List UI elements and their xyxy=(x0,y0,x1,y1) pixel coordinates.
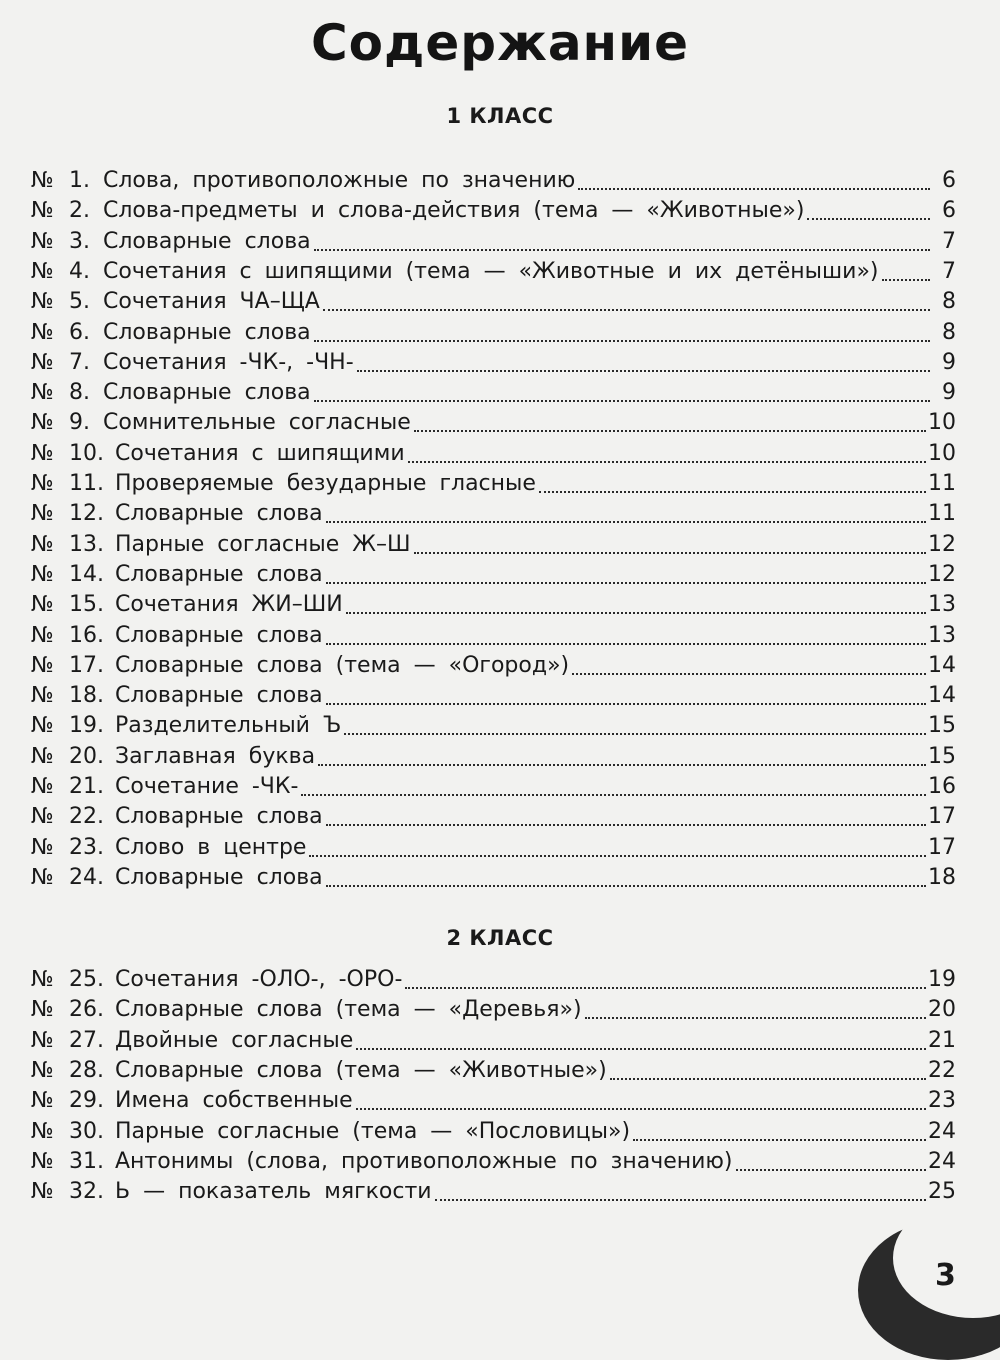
toc-item-title: Сочетания с шипящими xyxy=(115,440,405,466)
dot-leader xyxy=(314,378,930,402)
dot-leader xyxy=(326,802,926,826)
toc-item-number: 17. xyxy=(69,652,104,678)
toc-item-page: 10 xyxy=(928,440,956,466)
toc-item-page: 17 xyxy=(928,804,956,830)
toc-item-number: 5. xyxy=(69,289,90,315)
toc-item[interactable] xyxy=(31,318,956,348)
dot-leader xyxy=(736,1147,926,1171)
number-sign: № xyxy=(31,531,54,557)
number-sign: № xyxy=(31,380,54,406)
dot-leader xyxy=(326,681,926,705)
dot-leader xyxy=(405,965,926,989)
toc-item-title: Словарные слова xyxy=(115,804,323,830)
number-sign: № xyxy=(31,713,54,739)
toc-item-title: Сочетания -ОЛО-, -ОРО- xyxy=(115,967,403,992)
toc-item-title: Сочетания ЖИ–ШИ xyxy=(115,592,343,618)
toc-item-number: 20. xyxy=(69,743,104,769)
toc-item[interactable] xyxy=(31,1177,956,1207)
toc-item[interactable] xyxy=(31,439,956,469)
toc-item-number: 25. xyxy=(69,967,104,992)
toc-item-page: 16 xyxy=(928,774,956,799)
toc-item-number: 14. xyxy=(69,561,104,587)
number-sign: № xyxy=(31,774,54,799)
number-sign: № xyxy=(31,743,54,769)
toc-item-title: Двойные согласные xyxy=(115,1027,354,1053)
toc-item-title: Проверяемые безударные гласные xyxy=(115,471,536,496)
dot-leader xyxy=(807,196,930,220)
number-sign: № xyxy=(31,1179,54,1205)
toc-item[interactable] xyxy=(31,590,956,620)
dot-leader xyxy=(323,287,930,311)
toc-item[interactable] xyxy=(31,1117,956,1147)
number-sign: № xyxy=(31,501,54,527)
toc-item-page: 14 xyxy=(928,683,956,709)
toc-item-number: 23. xyxy=(69,834,104,860)
toc-item[interactable] xyxy=(31,621,956,651)
toc-item-page: 6 xyxy=(942,168,956,193)
toc-item[interactable] xyxy=(31,530,956,560)
number-sign: № xyxy=(31,289,54,315)
number-sign: № xyxy=(31,228,54,254)
toc-item-number: 28. xyxy=(69,1057,104,1083)
toc-item-page: 18 xyxy=(928,864,956,890)
toc-item-page: 21 xyxy=(928,1027,956,1053)
toc-item[interactable] xyxy=(31,257,956,287)
toc-item[interactable] xyxy=(31,408,956,438)
toc-item-number: 1. xyxy=(69,168,90,193)
number-sign: № xyxy=(31,319,54,345)
toc-item-page: 15 xyxy=(928,743,956,769)
toc-item[interactable] xyxy=(31,802,956,832)
toc-item-page: 14 xyxy=(928,652,956,678)
dot-leader xyxy=(326,621,926,645)
page-title: Содержание xyxy=(310,14,690,72)
toc-item-title: Слова, противоположные по значению xyxy=(103,168,576,193)
toc-item-number: 18. xyxy=(69,683,104,709)
toc-item[interactable] xyxy=(31,499,956,529)
dot-leader xyxy=(356,1086,926,1110)
number-sign: № xyxy=(31,804,54,830)
toc-item-title: Словарные слова xyxy=(103,319,311,345)
toc-item[interactable] xyxy=(31,196,956,226)
toc-item-page: 12 xyxy=(928,561,956,587)
toc-item-title: Имена собственные xyxy=(115,1088,353,1114)
toc-item-title: Сомнительные согласные xyxy=(103,410,411,436)
number-sign: № xyxy=(31,652,54,678)
toc-item-title: Словарные слова xyxy=(115,683,323,709)
number-sign: № xyxy=(31,410,54,436)
number-sign: № xyxy=(31,622,54,648)
toc-item-title: Разделительный Ъ xyxy=(115,713,342,739)
toc-item-number: 21. xyxy=(69,774,104,799)
section-header-grade-2: 2 КЛАСС xyxy=(446,926,554,950)
dot-leader xyxy=(318,742,926,766)
toc-item-page: 24 xyxy=(928,1118,956,1144)
toc-item-number: 29. xyxy=(69,1088,104,1114)
number-sign: № xyxy=(31,1118,54,1144)
toc-item-title: Парные согласные Ж–Ш xyxy=(115,531,411,557)
number-sign: № xyxy=(31,440,54,466)
section-header-grade-1: 1 КЛАСС xyxy=(446,104,554,128)
dot-leader xyxy=(356,1026,926,1050)
toc-item-number: 2. xyxy=(69,198,90,224)
toc-item-number: 9. xyxy=(69,410,90,436)
number-sign: № xyxy=(31,1057,54,1083)
dot-leader xyxy=(326,863,926,887)
toc-item-title: Сочетания с шипящими (тема — «Животные и их детёныши») xyxy=(103,258,879,284)
toc-item-page: 9 xyxy=(942,380,956,406)
toc-item-page: 24 xyxy=(928,1148,956,1174)
dot-leader xyxy=(572,651,926,675)
toc-item[interactable] xyxy=(31,348,956,378)
toc-item[interactable] xyxy=(31,166,956,196)
number-sign: № xyxy=(31,1148,54,1174)
dot-leader xyxy=(326,499,926,523)
number-sign: № xyxy=(31,1088,54,1114)
dot-leader xyxy=(539,469,926,493)
dot-leader xyxy=(633,1117,926,1141)
toc-item-number: 30. xyxy=(69,1118,104,1144)
toc-item[interactable] xyxy=(31,772,956,802)
toc-item-number: 4. xyxy=(69,258,90,284)
toc-item-number: 7. xyxy=(69,349,90,375)
toc-item-page: 8 xyxy=(942,289,956,315)
toc-item-title: Сочетания -ЧК-, -ЧН- xyxy=(103,349,354,375)
number-sign: № xyxy=(31,561,54,587)
toc-item-number: 13. xyxy=(69,531,104,557)
toc-item-page: 20 xyxy=(928,997,956,1023)
number-sign: № xyxy=(31,1027,54,1053)
toc-item[interactable] xyxy=(31,1086,956,1116)
toc-item-number: 16. xyxy=(69,622,104,648)
toc-item[interactable] xyxy=(31,742,956,772)
dot-leader xyxy=(414,408,926,432)
toc-item-page: 17 xyxy=(928,834,956,860)
number-sign: № xyxy=(31,834,54,860)
number-sign: № xyxy=(31,967,54,992)
number-sign: № xyxy=(31,592,54,618)
toc-item-page: 6 xyxy=(942,198,956,224)
toc-item-title: Словарные слова xyxy=(115,501,323,527)
toc-item-page: 23 xyxy=(928,1088,956,1114)
toc-item-page: 19 xyxy=(928,967,956,992)
toc-item[interactable] xyxy=(31,1026,956,1056)
dot-leader xyxy=(326,560,926,584)
toc-item-page: 22 xyxy=(928,1057,956,1083)
dot-leader xyxy=(882,257,930,281)
toc-item[interactable] xyxy=(31,1056,956,1086)
toc-item[interactable] xyxy=(31,965,956,995)
dot-leader xyxy=(578,166,930,190)
toc-item-number: 24. xyxy=(69,864,104,890)
toc-item-number: 11. xyxy=(69,471,104,496)
toc-item-title: Словарные слова xyxy=(115,622,323,648)
toc-item-page: 7 xyxy=(942,258,956,284)
toc-item[interactable] xyxy=(31,863,956,893)
toc-item-title: Сочетание -ЧК- xyxy=(115,774,299,799)
toc-item-title: Словарные слова xyxy=(115,561,323,587)
toc-item-number: 32. xyxy=(69,1179,104,1205)
toc-item[interactable] xyxy=(31,560,956,590)
dot-leader xyxy=(314,227,930,251)
toc-item-number: 6. xyxy=(69,319,90,345)
toc-item-page: 12 xyxy=(928,531,956,557)
toc-item-number: 27. xyxy=(69,1027,104,1053)
toc-item-title: Антонимы (слова, противоположные по значению) xyxy=(115,1148,733,1174)
toc-item-title: Словарные слова xyxy=(115,864,323,890)
toc-item[interactable] xyxy=(31,1147,956,1177)
number-sign: № xyxy=(31,683,54,709)
toc-item[interactable] xyxy=(31,681,956,711)
toc-item-page: 8 xyxy=(942,319,956,345)
toc-item-number: 19. xyxy=(69,713,104,739)
dot-leader xyxy=(414,530,926,554)
toc-item[interactable] xyxy=(31,469,956,499)
toc-item-number: 15. xyxy=(69,592,104,618)
toc-item[interactable] xyxy=(31,227,956,257)
number-sign: № xyxy=(31,471,54,496)
toc-item-title: Словарные слова (тема — «Огород») xyxy=(115,652,570,678)
dot-leader xyxy=(346,590,926,614)
toc-item-page: 25 xyxy=(928,1179,956,1205)
number-sign: № xyxy=(31,198,54,224)
toc-item-number: 10. xyxy=(69,440,104,466)
toc-item-page: 11 xyxy=(928,501,956,527)
toc-item[interactable] xyxy=(31,995,956,1025)
toc-item-title: Сочетания ЧА–ЩА xyxy=(103,289,320,315)
toc-item-title: Слова-предметы и слова-действия (тема — «Животные») xyxy=(103,198,805,224)
toc-item[interactable] xyxy=(31,833,956,863)
dot-leader xyxy=(301,772,926,796)
toc-item-page: 10 xyxy=(928,410,956,436)
number-sign: № xyxy=(31,168,54,193)
toc-item-title: Словарные слова (тема — «Деревья») xyxy=(115,997,582,1023)
toc-item-number: 31. xyxy=(69,1148,104,1174)
toc-item-page: 13 xyxy=(928,592,956,618)
toc-item[interactable] xyxy=(31,711,956,741)
dot-leader xyxy=(357,348,930,372)
page-number: 3 xyxy=(935,1258,956,1293)
toc-item-page: 9 xyxy=(942,349,956,375)
dot-leader xyxy=(309,833,926,857)
dot-leader xyxy=(314,318,930,342)
dot-leader xyxy=(610,1056,926,1080)
toc-item-page: 7 xyxy=(942,228,956,254)
toc-item-number: 12. xyxy=(69,501,104,527)
toc-item-title: Ь — показатель мягкости xyxy=(115,1179,432,1205)
toc-item[interactable] xyxy=(31,378,956,408)
number-sign: № xyxy=(31,349,54,375)
dot-leader xyxy=(585,995,926,1019)
toc-item-number: 22. xyxy=(69,804,104,830)
toc-item-title: Словарные слова (тема — «Животные») xyxy=(115,1057,607,1083)
toc-item-title: Парные согласные (тема — «Пословицы») xyxy=(115,1118,631,1144)
toc-item-number: 3. xyxy=(69,228,90,254)
toc-item-page: 13 xyxy=(928,622,956,648)
number-sign: № xyxy=(31,864,54,890)
toc-item-title: Слово в центре xyxy=(115,834,307,860)
toc-item-number: 8. xyxy=(69,380,90,406)
number-sign: № xyxy=(31,997,54,1023)
dot-leader xyxy=(344,711,926,735)
toc-item-page: 15 xyxy=(928,713,956,739)
number-sign: № xyxy=(31,258,54,284)
dot-leader xyxy=(435,1177,926,1201)
toc-item-title: Заглавная буква xyxy=(115,743,316,769)
toc-item-page: 11 xyxy=(928,471,956,496)
toc-item-title: Словарные слова xyxy=(103,380,311,406)
toc-item[interactable] xyxy=(31,651,956,681)
toc-item-number: 26. xyxy=(69,997,104,1023)
toc-item-title: Словарные слова xyxy=(103,228,311,254)
toc-item[interactable] xyxy=(31,287,956,317)
dot-leader xyxy=(408,439,926,463)
